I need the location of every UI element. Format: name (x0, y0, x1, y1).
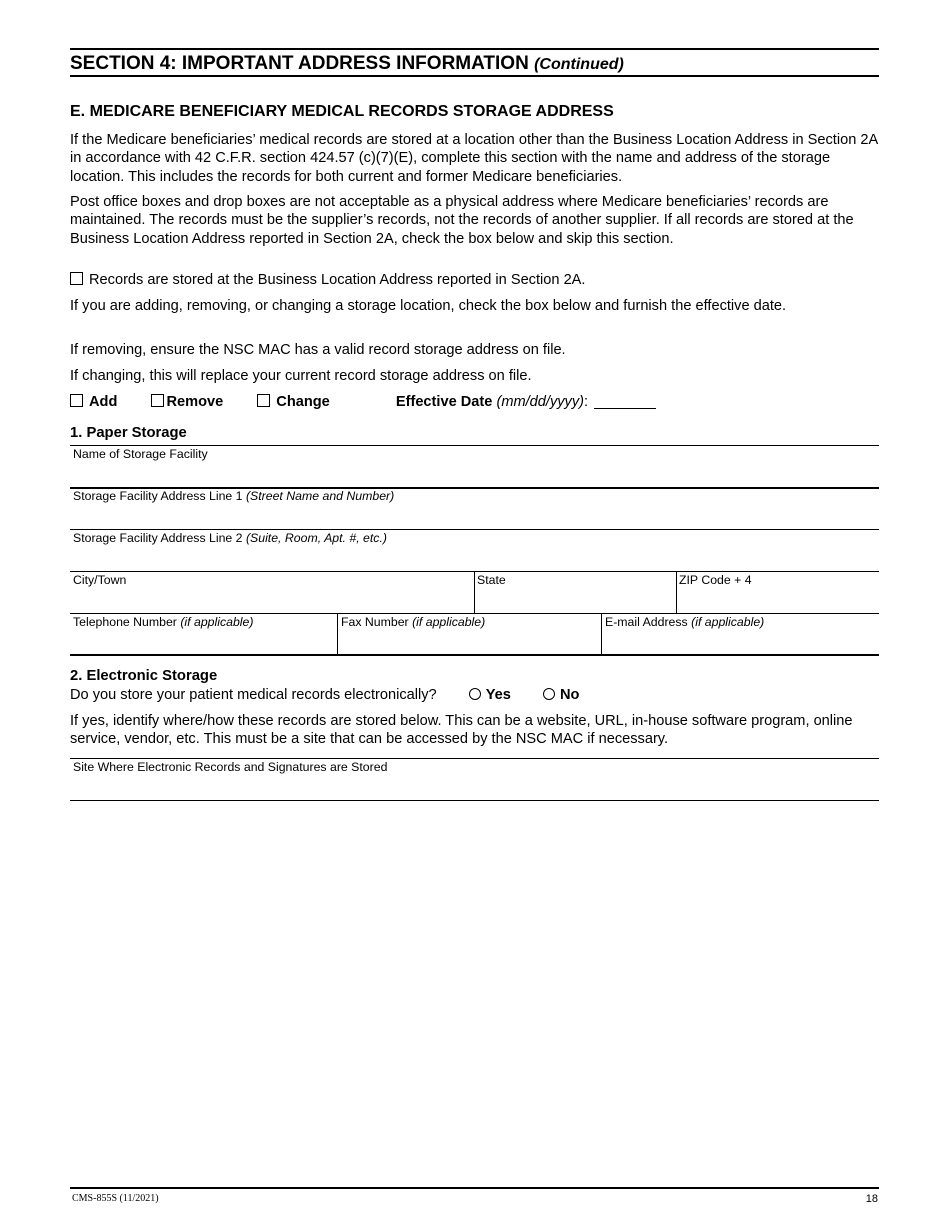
add-option[interactable] (70, 393, 117, 411)
business-location-label: Records are stored at the Business Location Address reported in Section 2A. (89, 272, 586, 288)
email-label: E-mail Address (if applicable) (605, 615, 765, 629)
yes-label: Yes (485, 687, 511, 703)
divider (70, 800, 879, 801)
city-label: City/Town (73, 573, 127, 587)
no-label: No (559, 687, 580, 703)
change-checkbox[interactable] (257, 394, 270, 407)
page-number: 18 (865, 1193, 878, 1205)
state-label: State (477, 573, 506, 587)
add-checkbox[interactable] (70, 394, 83, 407)
footer-rule (70, 1187, 879, 1189)
effective-date-format: (mm/dd/yyyy) (496, 394, 585, 410)
effective-date-label: Effective Date (395, 394, 493, 410)
divider (70, 654, 879, 656)
changing-note: If changing, this will replace your current record storage address on file. (70, 368, 532, 384)
add-label: Add (89, 394, 118, 410)
phone-label: Telephone Number (if applicable) (73, 615, 254, 629)
yes-option[interactable] (469, 686, 511, 704)
change-label: Change (276, 394, 330, 410)
site-field[interactable] (70, 760, 879, 800)
remove-option[interactable] (151, 393, 223, 411)
section-header (70, 48, 879, 77)
site-label: Site Where Electronic Records and Signatures are Stored (73, 760, 388, 774)
effective-date-colon: : (584, 394, 589, 410)
section-title: SECTION 4: IMPORTANT ADDRESS INFORMATION (70, 53, 529, 74)
change-instructions: If you are adding, removing, or changing a storage location, check the box below and furnish the effective date. (70, 298, 787, 314)
electronic-question: Do you store your patient medical records electronically? (70, 687, 437, 703)
po-box-paragraph: Post office boxes and drop boxes are not acceptable as a physical address where Medicare beneficiaries’ records are maintained. The records must be the supplier’s records, not the records of another supplier. If all records are stored at the Business Location Address reported in Section 2A, check the box below and skip this section. (70, 194, 854, 247)
electronic-instructions: If yes, identify where/how these records are stored below. This can be a website, URL, in-house software program, online service, vendor, etc. This must be a site that can be accessed by the NSC MAC if necessary. (70, 713, 853, 748)
business-location-option[interactable] (70, 271, 585, 289)
change-option[interactable] (257, 393, 330, 411)
divider (70, 445, 879, 446)
form-id: CMS-855S (11/2021) (72, 1193, 159, 1204)
action-row (70, 393, 656, 411)
section-e-heading: E. MEDICARE BENEFICIARY MEDICAL RECORDS STORAGE ADDRESS (70, 103, 614, 120)
zip-field[interactable] (677, 587, 879, 612)
business-location-checkbox[interactable] (70, 272, 83, 285)
zip-label: ZIP Code + 4 (679, 573, 752, 587)
facility-name-label: Name of Storage Facility (73, 447, 208, 461)
fax-label: Fax Number (if applicable) (341, 615, 486, 629)
divider (70, 613, 879, 614)
effective-date (396, 393, 656, 411)
address-line-2-label: Storage Facility Address Line 2 (Suite, Room, Apt. #, etc.) (73, 531, 387, 545)
electronic-storage-heading: 2. Electronic Storage (70, 668, 218, 684)
email-field[interactable] (602, 629, 879, 654)
no-radio[interactable] (543, 688, 555, 700)
no-option[interactable] (543, 686, 579, 704)
section-continued: (Continued) (534, 56, 624, 73)
effective-date-input[interactable] (594, 395, 656, 409)
phone-field[interactable] (70, 629, 336, 654)
address-line-2-field[interactable] (70, 531, 879, 571)
address-line-1-label: Storage Facility Address Line 1 (Street Name and Number) (73, 489, 395, 503)
divider (70, 758, 879, 759)
paper-storage-heading: 1. Paper Storage (70, 425, 187, 441)
yes-radio[interactable] (469, 688, 481, 700)
removing-note: If removing, ensure the NSC MAC has a valid record storage address on file. (70, 342, 566, 358)
electronic-question-row (70, 686, 579, 704)
facility-name-field[interactable] (70, 447, 879, 487)
state-field[interactable] (475, 587, 675, 612)
divider (70, 529, 879, 530)
form-page (70, 0, 879, 1230)
fax-field[interactable] (338, 629, 600, 654)
remove-checkbox[interactable] (151, 394, 164, 407)
intro-paragraph: If the Medicare beneficiaries’ medical records are stored at a location other than the Business Location Address in Section 2A in accordance with 42 C.F.R. section 424.57 (c)(7)(E), complete this section with the name and address of the storage location. This includes the records for both current and former Medicare beneficiaries. (70, 132, 878, 185)
address-line-1-field[interactable] (70, 489, 879, 529)
remove-label: Remove (166, 394, 224, 410)
city-field[interactable] (70, 587, 473, 612)
